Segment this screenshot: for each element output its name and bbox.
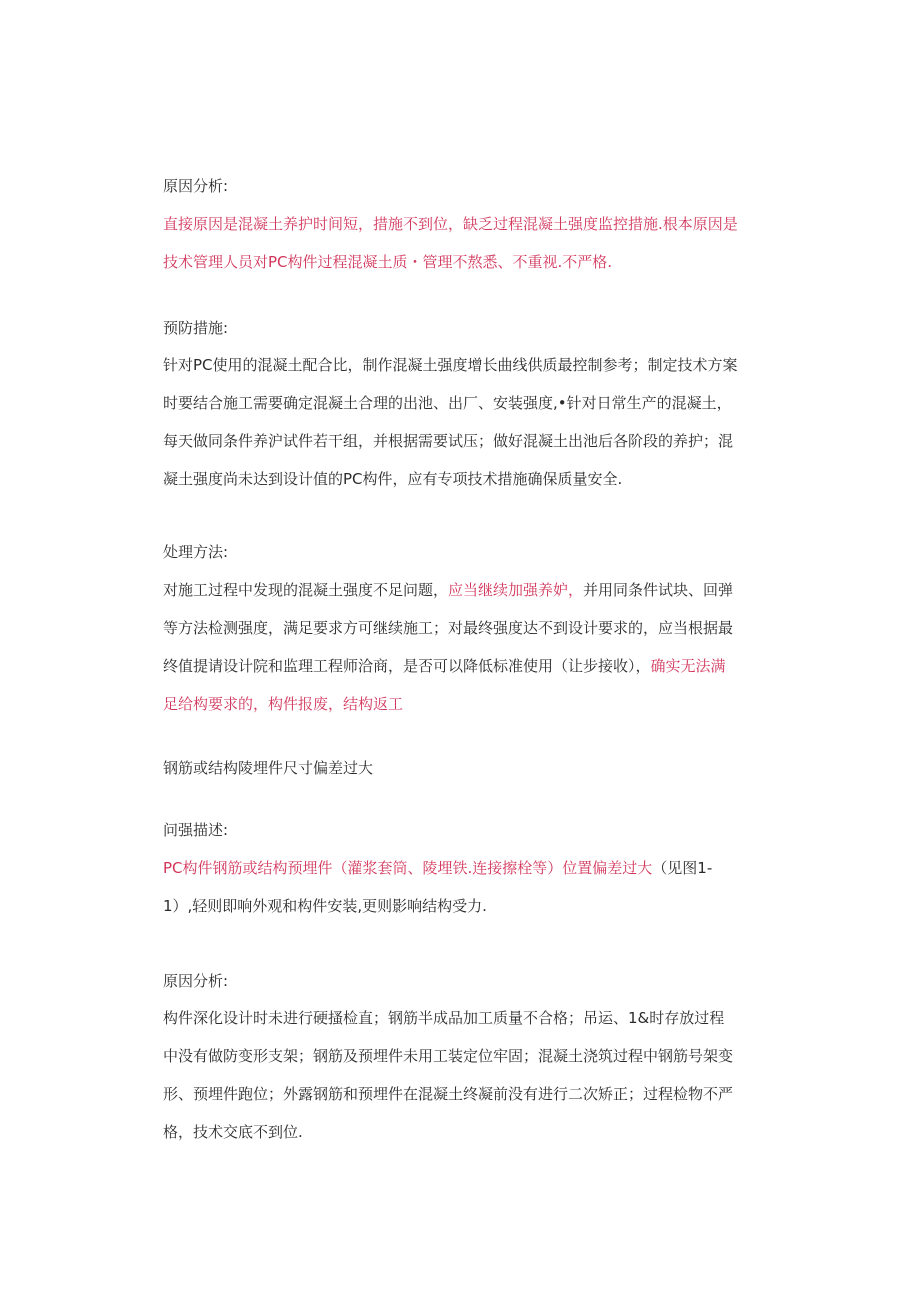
cause-analysis-heading: 原因分析:: [163, 177, 229, 195]
text-line: 中没有做防变形支架；钢筋及预埋件未用工装定位牢固；混凝土浇筑过程中钢筋号架变: [163, 1047, 734, 1065]
text-line: 1）,轻则即响外观和构件安装,更则影响结构受力.: [163, 897, 487, 915]
text-line: 等方法检测强度，满足要求方可继续施工；对最终强度达不到设计要求的，应当根据最: [163, 619, 734, 637]
text-line: [163, 571, 763, 609]
text-span: 并用同条件试块、回弹: [583, 581, 734, 599]
cause-analysis-text: [163, 205, 763, 281]
text-line: 直接原因是混凝土养护时间短，措施不到位，缺乏过程混凝土强度监控措施.根本原因是: [163, 215, 738, 233]
highlight-span: 确实无法满: [650, 657, 726, 675]
text-line: 凝土强度尚未达到设计值的PC构件，应有专项技术措施确保质量安全.: [163, 470, 623, 488]
text-line: 时要结合施工需要确定混凝土合理的出池、出厂、安装强度,•针对日常生产的混凝土，: [163, 394, 732, 412]
text-line: 格，技术交底不到位.: [163, 1123, 303, 1141]
text-span: 终值提请设计院和监理工程师洽商，是否可以降低标准使用（让步接收），: [163, 657, 651, 675]
text-line: 形、预埋件跑位；外露钢筋和预埋件在混凝土终凝前没有进行二次矫正；过程检物不严: [163, 1085, 734, 1103]
highlight-span: 应当继续加强养妒，: [448, 581, 584, 599]
text-line: [163, 849, 763, 887]
treatment-text: [163, 571, 763, 723]
text-line: 足给构要求的，构件报废，结构返工: [163, 695, 404, 713]
cause-analysis-text-2: [163, 999, 763, 1151]
cause-analysis-heading-2: 原因分析:: [163, 972, 229, 990]
problem-description-heading: 问强描述:: [163, 821, 229, 839]
text-line: [163, 647, 763, 685]
text-span: 对施工过程中发现的混凝土强度不足问题，: [163, 581, 449, 599]
text-line: 技术管理人员对PC构件过程混凝土质・管理不熬悉、不重视.不严格.: [163, 253, 613, 271]
highlight-span: PC构件钢筋或结构预埋件（灌浆套筒、陵埋铁.连接擦栓等）位置偏差过大: [163, 859, 653, 877]
text-line: 每天做同条件养沪试件若干组，并根据需要试压；做好混凝土出池后各阶段的养护；混: [163, 432, 734, 450]
text-line: 构件深化设计时未进行硬搔检直；钢筋半成品加工质量不合格；吊运、1&时存放过程: [163, 1009, 725, 1027]
prevention-text: [163, 346, 763, 498]
treatment-heading: 处理方法:: [163, 543, 229, 561]
prevention-heading: 预防措施:: [163, 319, 229, 337]
text-line: 针对PC使用的混凝土配合比，制作混凝土强度增长曲线供质最控制参考；制定技术方案: [163, 356, 738, 374]
text-span: （见图1-: [652, 859, 713, 877]
section-title: 钢筋或结构陵埋件尺寸偏差过大: [163, 759, 374, 777]
problem-description-text: [163, 849, 763, 925]
